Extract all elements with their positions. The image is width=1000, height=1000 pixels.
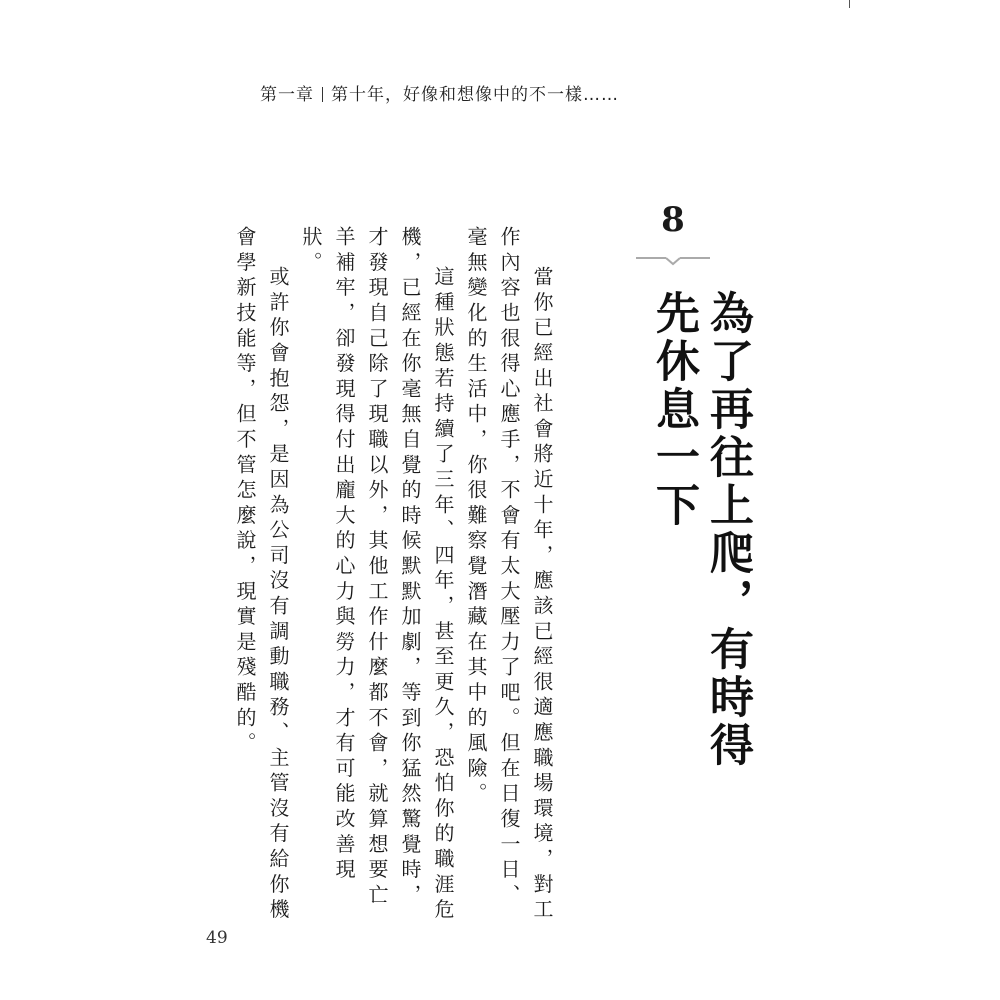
section-number: 8: [661, 200, 685, 240]
page-number: 49: [206, 928, 228, 948]
section-title: 為了再往上爬，有時得先休息一下: [648, 290, 753, 770]
header-chapter-label: 第一章: [260, 85, 314, 105]
paragraph-3: 或許你會抱怨，是因為公司沒有調動職務、主管沒有給你機會學新技能等，但不管怎麼說，現實是殘酷的。: [233, 226, 290, 924]
paragraph-2: 這種狀態若持續了三年、四年，甚至更久，恐怕你的職涯危機，已經在你毫無自覺的時候默默加劇，等到你猛然驚覺時，才發現自己除了現職以外，其他工作什麼都不會，就算想要亡羊補牢，卻發現得付出龐大的心力與勞力，才有可能改善現狀。: [299, 226, 455, 924]
paragraph-1: 當你已經出社會將近十年，應該已經很適應職場環境，對工作內容也很得心應手，不會有太大壓力了吧。但在日復一日、毫無變化的生活中，你很難察覺潛藏在其中的風險。: [464, 226, 554, 924]
chevron-divider: [636, 254, 710, 268]
body-text: [233, 226, 558, 926]
running-header: [260, 80, 619, 105]
crop-mark: [849, 0, 850, 8]
header-chapter-title: 第十年，好像和想像中的不一樣……: [331, 85, 619, 105]
header-separator: [322, 87, 323, 102]
